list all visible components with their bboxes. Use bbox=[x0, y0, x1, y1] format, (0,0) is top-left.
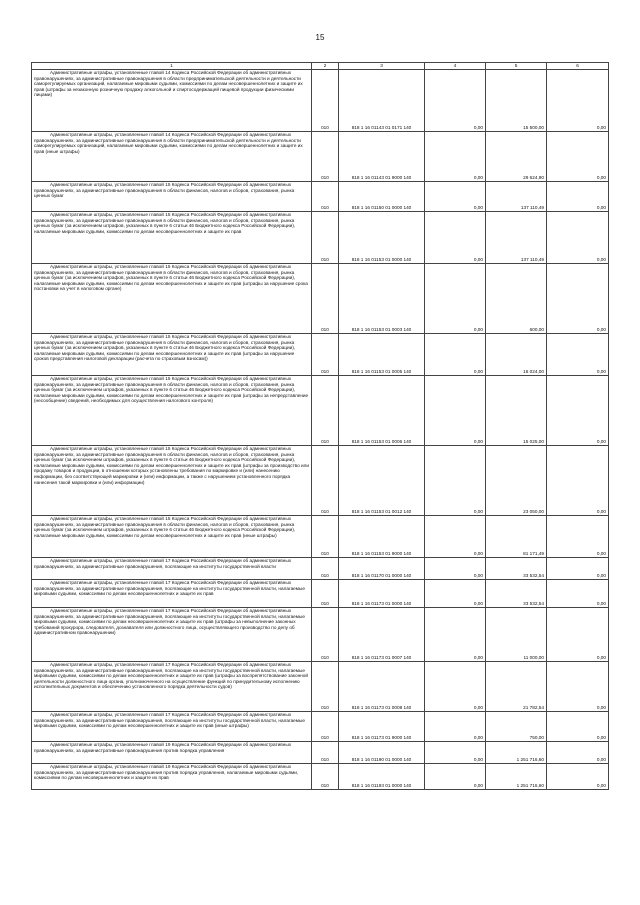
row-col5-cell: 750,00 bbox=[486, 712, 547, 742]
table-header-row bbox=[32, 63, 609, 70]
row-name-text: Административные штрафы, установленные главой 15 Кодекса Российской Федерации об административных правонарушениях, за административные правонарушения в области финансов, налогов и сборов, страхования, рынка ценных бумаг (за исключением штрафов, указанных в пункте 6 статьи 46 Бюджетного кодекса Российской Федерации), налагаемые мировыми судьями, комиссиями по делам несовершеннолетних и защите их прав bbox=[34, 212, 296, 234]
row-col5-cell: 137 110,49 bbox=[486, 182, 547, 212]
row-name-text: Административные штрафы, установленные главой 19 Кодекса Российской Федерации об административных правонарушениях, за административные правонарушения против порядка управления bbox=[34, 742, 292, 753]
row-col5-cell: 1 251 716,60 bbox=[486, 764, 547, 790]
row-name-cell bbox=[32, 742, 312, 764]
table-row bbox=[32, 264, 609, 334]
row-col6-cell: 0,00 bbox=[547, 132, 609, 182]
table-row bbox=[32, 516, 609, 558]
row-col5-cell: 33 532,54 bbox=[486, 558, 547, 580]
table-row bbox=[32, 558, 609, 580]
row-col4-cell: 0,00 bbox=[425, 70, 486, 132]
table-row bbox=[32, 70, 609, 132]
row-col6-cell: 0,00 bbox=[547, 212, 609, 264]
row-kbk-cell: 818 1 16 01150 01 0000 140 bbox=[339, 182, 425, 212]
row-name-cell bbox=[32, 516, 312, 558]
row-name-cell bbox=[32, 608, 312, 662]
row-code-cell: 010 bbox=[312, 132, 339, 182]
row-col6-cell: 0,00 bbox=[547, 182, 609, 212]
row-name-cell bbox=[32, 132, 312, 182]
table-row bbox=[32, 132, 609, 182]
column-header: 6 bbox=[547, 63, 609, 70]
row-col6-cell: 0,00 bbox=[547, 742, 609, 764]
row-name-text: Административные штрафы, установленные главой 17 Кодекса Российской Федерации об административных правонарушениях, за административные правонарушения, посягающие на институты государственной власти, налагаемые мировыми судьями, комиссиями по делам несовершеннолетних и защите их прав bbox=[34, 580, 305, 597]
row-col5-cell: 15 500,00 bbox=[486, 70, 547, 132]
row-code-cell: 010 bbox=[312, 446, 339, 516]
row-name-text: Административные штрафы, установленные главой 17 Кодекса Российской Федерации об административных правонарушениях, за административные правонарушения, посягающие на институты государственной власти, налагаемые мировыми судьями, комиссиями по делам несовершеннолетних и защите их прав (штрафы за воспрепятствование законной деятельности должностного лица органа, уполномоченного на осуществление функций по принудительному исполнению исполнительных документов и обеспечению установленного порядка деятельности судов) bbox=[34, 662, 308, 690]
row-name-text: Административные штрафы, установленные главой 17 Кодекса Российской Федерации об административных правонарушениях, за административные правонарушения, посягающие на институты государственной власти bbox=[34, 558, 292, 569]
column-header: 5 bbox=[486, 63, 547, 70]
row-name-text: Административные штрафы, установленные главой 15 Кодекса Российской Федерации об административных правонарушениях, за административные правонарушения в области финансов, налогов и сборов, страхования, рынка ценных бумаг (за исключением штрафов, указанных в пункте 6 статьи 46 Бюджетного кодекса Российской Федерации), налагаемые мировыми судьями, комиссиями по делам несовершеннолетних и защите их прав (иные штрафы) bbox=[34, 516, 296, 538]
row-kbk-cell: 818 1 16 01153 01 0005 140 bbox=[339, 334, 425, 376]
table-row bbox=[32, 182, 609, 212]
row-code-cell: 010 bbox=[312, 182, 339, 212]
row-kbk-cell: 818 1 16 01153 01 9000 140 bbox=[339, 516, 425, 558]
row-col6-cell: 0,00 bbox=[547, 764, 609, 790]
row-kbk-cell: 818 1 16 01173 01 0000 140 bbox=[339, 580, 425, 608]
row-name-cell bbox=[32, 264, 312, 334]
row-kbk-cell: 818 1 16 01173 01 9000 140 bbox=[339, 712, 425, 742]
row-col4-cell: 0,00 bbox=[425, 608, 486, 662]
row-col4-cell: 0,00 bbox=[425, 712, 486, 742]
row-col5-cell: 29 624,90 bbox=[486, 132, 547, 182]
row-col5-cell: 11 000,00 bbox=[486, 608, 547, 662]
row-col6-cell: 0,00 bbox=[547, 608, 609, 662]
row-code-cell: 010 bbox=[312, 376, 339, 446]
row-col5-cell: 33 532,54 bbox=[486, 580, 547, 608]
page-number: 15 bbox=[315, 33, 325, 42]
row-col4-cell: 0,00 bbox=[425, 446, 486, 516]
row-col4-cell: 0,00 bbox=[425, 334, 486, 376]
table-row bbox=[32, 376, 609, 446]
row-col6-cell: 0,00 bbox=[547, 334, 609, 376]
row-name-cell bbox=[32, 558, 312, 580]
row-name-text: Административные штрафы, установленные главой 15 Кодекса Российской Федерации об административных правонарушениях, за административные правонарушения в области финансов, налогов и сборов, страхования, рынка ценных бумаг (за исключением штрафов, указанных в пункте 6 статьи 46 Бюджетного кодекса Российской Федерации), налагаемые мировыми судьями, комиссиями по делам несовершеннолетних и защите их прав (штрафы за непредставление (несообщение) сведений, необходимых для осуществления налогового контроля) bbox=[34, 376, 309, 404]
row-col5-cell: 23 050,00 bbox=[486, 446, 547, 516]
row-name-cell bbox=[32, 712, 312, 742]
row-col5-cell: 600,00 bbox=[486, 264, 547, 334]
row-kbk-cell: 818 1 16 01153 01 0003 140 bbox=[339, 264, 425, 334]
row-col4-cell: 0,00 bbox=[425, 182, 486, 212]
row-col6-cell: 0,00 bbox=[547, 264, 609, 334]
row-col5-cell: 15 025,00 bbox=[486, 376, 547, 446]
row-name-text: Административные штрафы, установленные главой 15 Кодекса Российской Федерации об административных правонарушениях, за административные правонарушения в области финансов, налогов и сборов, страхования, рынка ценных бумаг (за исключением штрафов, указанных в пункте 6 статьи 46 Бюджетного кодекса Российской Федерации), налагаемые мировыми судьями, комиссиями по делам несовершеннолетних и защите их прав (штрафы за нарушение сроков представления налоговой декларации (расчета по страховым взносам)) bbox=[34, 334, 296, 362]
table-row bbox=[32, 580, 609, 608]
row-col5-cell: 21 782,54 bbox=[486, 662, 547, 712]
row-col6-cell: 0,00 bbox=[547, 662, 609, 712]
row-col6-cell: 0,00 bbox=[547, 516, 609, 558]
row-code-cell: 010 bbox=[312, 264, 339, 334]
row-kbk-cell: 818 1 16 01153 01 0006 140 bbox=[339, 376, 425, 446]
row-col4-cell: 0,00 bbox=[425, 742, 486, 764]
table-row bbox=[32, 608, 609, 662]
row-col4-cell: 0,00 bbox=[425, 212, 486, 264]
row-kbk-cell: 818 1 16 01173 01 0008 140 bbox=[339, 662, 425, 712]
row-code-cell: 010 bbox=[312, 742, 339, 764]
row-col4-cell: 0,00 bbox=[425, 264, 486, 334]
row-kbk-cell: 818 1 16 01193 01 0000 140 bbox=[339, 764, 425, 790]
row-name-text: Административные штрафы, установленные главой 17 Кодекса Российской Федерации об административных правонарушениях, за административные правонарушения, посягающие на институты государственной власти, налагаемые мировыми судьями, комиссиями по делам несовершеннолетних и защите их прав (штрафы за невыполнение законных требований прокурора, следователя, дознавателя или должностного лица, осуществляющего производство по делу об административном правонарушении) bbox=[34, 608, 305, 636]
row-col4-cell: 0,00 bbox=[425, 376, 486, 446]
row-col4-cell: 0,00 bbox=[425, 580, 486, 608]
table-row bbox=[32, 712, 609, 742]
row-name-text: Административные штрафы, установленные главой 15 Кодекса Российской Федерации об административных правонарушениях, за административные правонарушения в области финансов, налогов и сборов, страхования, рынка ценных бумаг (за исключением штрафов, указанных в пункте 6 статьи 46 Бюджетного кодекса Российской Федерации), налагаемые мировыми судьями, комиссиями по делам несовершеннолетних и защите их прав (штрафы за производство или продажу товаров и продукции, в отношении которых установлены требования по маркировке и (или) нанесению информации, без соответствующей маркировки и (или) информации, а также с нарушением установленного порядка нанесения такой маркировки и (или) информации) bbox=[34, 446, 309, 485]
row-name-text: Административные штрафы, установленные главой 15 Кодекса Российской Федерации об административных правонарушениях, за административные правонарушения в области финансов, налогов и сборов, страхования, рынка ценных бумаг bbox=[34, 182, 295, 199]
row-col5-cell: 81 171,49 bbox=[486, 516, 547, 558]
table-row bbox=[32, 212, 609, 264]
row-name-cell bbox=[32, 376, 312, 446]
row-kbk-cell: 818 1 16 01143 01 9000 140 bbox=[339, 132, 425, 182]
row-code-cell: 010 bbox=[312, 608, 339, 662]
row-code-cell: 010 bbox=[312, 580, 339, 608]
row-kbk-cell: 818 1 16 01153 01 0012 140 bbox=[339, 446, 425, 516]
row-col4-cell: 0,00 bbox=[425, 662, 486, 712]
row-kbk-cell: 818 1 16 01173 01 0007 140 bbox=[339, 608, 425, 662]
row-col4-cell: 0,00 bbox=[425, 516, 486, 558]
row-name-cell bbox=[32, 580, 312, 608]
row-name-text: Административные штрафы, установленные главой 14 Кодекса Российской Федерации об административных правонарушениях, за административные правонарушения в области предпринимательской деятельности и деятельности саморегулируемых организаций, налагаемые мировыми судьями, комиссиями по делам несовершеннолетних и защите их прав (штрафы за незаконную розничную продажу алкогольной и спиртосодержащей пищевой продукции физическими лицами) bbox=[34, 70, 303, 98]
table-row bbox=[32, 662, 609, 712]
row-code-cell: 010 bbox=[312, 334, 339, 376]
column-header: 3 bbox=[339, 63, 425, 70]
row-name-text: Административные штрафы, установленные главой 17 Кодекса Российской Федерации об административных правонарушениях, за административные правонарушения, посягающие на институты государственной власти, налагаемые мировыми судьями, комиссиями по делам несовершеннолетних и защите их прав (иные штрафы) bbox=[34, 712, 305, 729]
row-col4-cell: 0,00 bbox=[425, 764, 486, 790]
row-col5-cell: 137 110,49 bbox=[486, 212, 547, 264]
row-col4-cell: 0,00 bbox=[425, 558, 486, 580]
column-header: 4 bbox=[425, 63, 486, 70]
row-kbk-cell: 818 1 16 01190 01 0000 140 bbox=[339, 742, 425, 764]
row-code-cell: 010 bbox=[312, 212, 339, 264]
row-name-text: Административные штрафы, установленные главой 19 Кодекса Российской Федерации об административных правонарушениях, за административные правонарушения против порядка управления, налагаемые мировыми судьями, комиссиями по делам несовершеннолетних и защите их прав bbox=[34, 764, 299, 781]
row-kbk-cell: 818 1 16 01143 01 0171 140 bbox=[339, 70, 425, 132]
column-header: 2 bbox=[312, 63, 339, 70]
row-col6-cell: 0,00 bbox=[547, 580, 609, 608]
row-name-cell bbox=[32, 70, 312, 132]
row-name-text: Административные штрафы, установленные главой 14 Кодекса Российской Федерации об административных правонарушениях, за административные правонарушения в области предпринимательской деятельности и деятельности саморегулируемых организаций, налагаемые мировыми судьями, комиссиями по делам несовершеннолетних и защите их прав (иные штрафы) bbox=[34, 132, 303, 154]
row-code-cell: 010 bbox=[312, 70, 339, 132]
table-row bbox=[32, 764, 609, 790]
row-name-text: Административные штрафы, установленные главой 15 Кодекса Российской Федерации об административных правонарушениях, за административные правонарушения в области финансов, налогов и сборов, страхования, рынка ценных бумаг (за исключением штрафов, указанных в пункте 6 статьи 46 Бюджетного кодекса Российской Федерации), налагаемые мировыми судьями, комиссиями по делам несовершеннолетних и защите их прав (штрафы за нарушение срока постановки на учет в налоговом органе) bbox=[34, 264, 308, 292]
row-name-cell bbox=[32, 446, 312, 516]
row-kbk-cell: 818 1 16 01153 01 0000 140 bbox=[339, 212, 425, 264]
row-name-cell bbox=[32, 764, 312, 790]
row-col6-cell: 0,00 bbox=[547, 712, 609, 742]
table-row bbox=[32, 446, 609, 516]
row-code-cell: 010 bbox=[312, 558, 339, 580]
table-row bbox=[32, 742, 609, 764]
row-col5-cell: 1 251 716,60 bbox=[486, 742, 547, 764]
row-col5-cell: 16 024,00 bbox=[486, 334, 547, 376]
row-col6-cell: 0,00 bbox=[547, 376, 609, 446]
row-name-cell bbox=[32, 182, 312, 212]
row-code-cell: 010 bbox=[312, 516, 339, 558]
column-header: 1 bbox=[32, 63, 312, 70]
row-kbk-cell: 818 1 16 01170 01 0000 140 bbox=[339, 558, 425, 580]
row-code-cell: 010 bbox=[312, 662, 339, 712]
row-name-cell bbox=[32, 334, 312, 376]
row-code-cell: 010 bbox=[312, 712, 339, 742]
revenue-table bbox=[31, 62, 609, 790]
row-name-cell bbox=[32, 212, 312, 264]
row-col6-cell: 0,00 bbox=[547, 558, 609, 580]
row-col6-cell: 0,00 bbox=[547, 70, 609, 132]
table-row bbox=[32, 334, 609, 376]
row-name-cell bbox=[32, 662, 312, 712]
row-code-cell: 010 bbox=[312, 764, 339, 790]
row-col6-cell: 0,00 bbox=[547, 446, 609, 516]
row-col4-cell: 0,00 bbox=[425, 132, 486, 182]
